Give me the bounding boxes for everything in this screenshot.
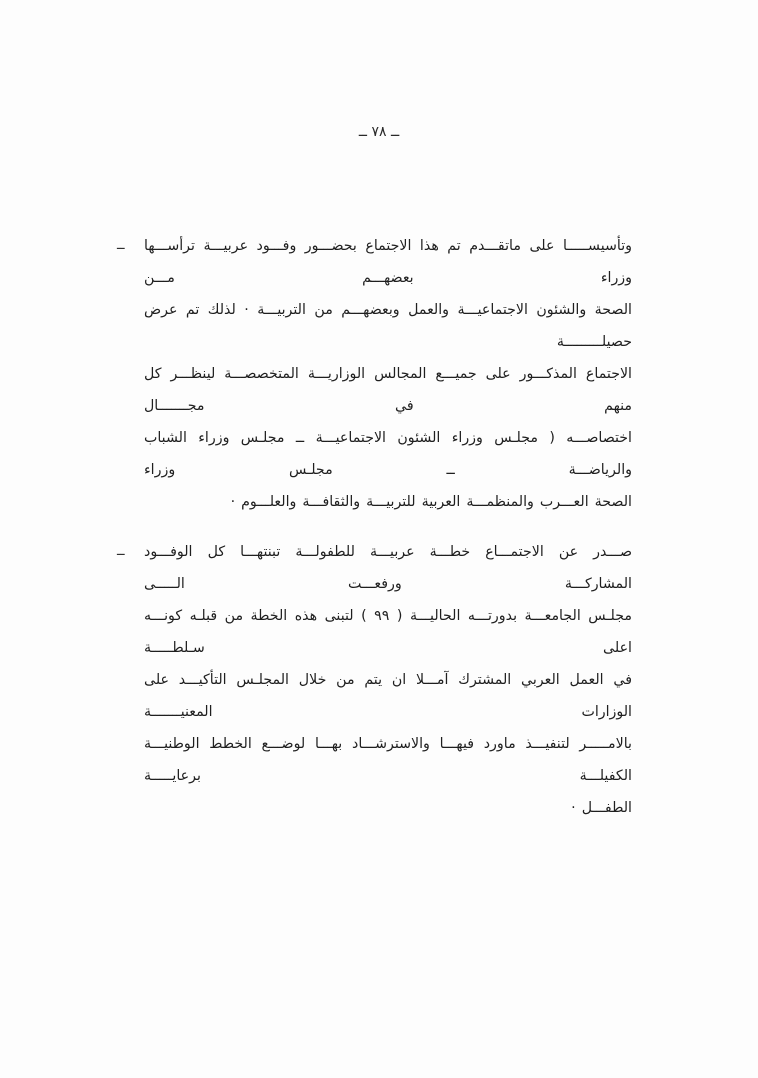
paragraph-1 xyxy=(117,230,632,518)
paragraph-2 xyxy=(117,536,632,824)
text-line: الطفـــل · xyxy=(571,800,632,816)
text-line: في العمل العربي المشترك آمـــلا ان يتم من خلال المجلـس التأكيـــد على الوزارات المعنيـــــــة xyxy=(144,672,632,720)
paragraph-dash-marker: ــ xyxy=(117,544,125,559)
text-line: الصحة العـــرب والمنظمـــة العربية للتربيـــة والثقافـــة والعلـــوم · xyxy=(230,494,632,510)
text-line: مجلـس الجامعـــة بدورتـــه الحاليـــة ( ٩٩ ) لتبنى هذه الخطة من قبلـه كونـــه اعلى سـلطـــــة xyxy=(144,608,632,656)
page-number: ــ ٧٨ ــ xyxy=(358,124,400,140)
text-line: اختصاصـــه ( مجلـس وزراء الشئون الاجتماعيـــة ــ مجلـس وزراء الشباب والرياضـــة ــ مجلـس وزراء xyxy=(144,430,632,478)
text-line: وتأسيســـــا على ماتقـــدم تم هذا الاجتماع بحضـــور وفـــود عربيـــة ترأســـها وزراء بعضهـــم مـــن xyxy=(144,238,632,286)
text-line: بالامـــــر لتنفيـــذ ماورد فيهـــا والاسترشـــاد بهـــا لوضـــع الخطط الوطنيـــة الكفيلـــة برعايـــــة xyxy=(144,736,632,784)
text-line: الصحة والشئون الاجتماعيـــة والعمل وبعضهـــم من التربيـــة · لذلك تم عرض حصيلـــــــــة xyxy=(144,302,632,350)
document-body xyxy=(117,230,632,842)
text-line: صـــدر عن الاجتمـــاع خطـــة عربيـــة للطفولـــة تبنتهـــا كل الوفـــود المشاركـــة ورفعـــت الـــــى xyxy=(144,544,632,592)
text-line: الاجتماع المذكـــور على جميـــع المجالس الوزاريـــة المتخصصـــة لينظـــر كل منهم في مجـــــــال xyxy=(144,366,632,414)
paragraph-dash-marker: ــ xyxy=(117,238,125,253)
